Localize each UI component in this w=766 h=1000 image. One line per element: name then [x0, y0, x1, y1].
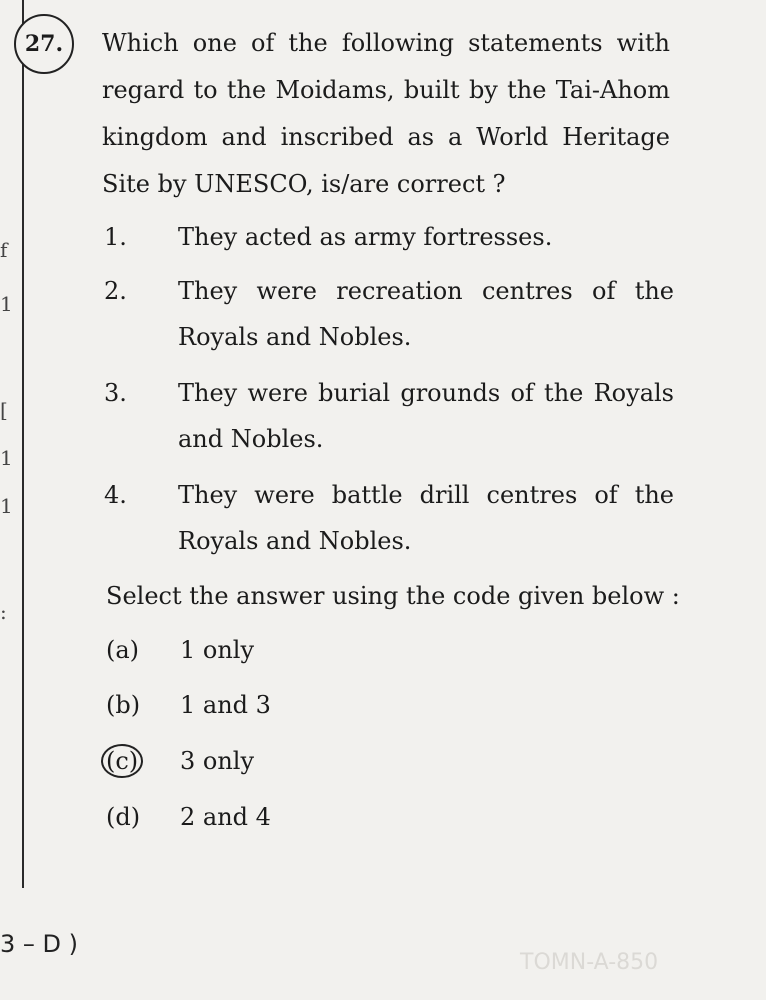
page-footer-code: 3 – D ): [0, 930, 78, 958]
margin-fragment: 1: [0, 494, 13, 518]
answer-option-a[interactable]: [106, 630, 406, 670]
option-label: (c): [106, 747, 139, 775]
margin-fragment: 1: [0, 292, 13, 316]
option-label: (d): [106, 803, 141, 831]
answer-option-c[interactable]: [106, 741, 406, 781]
question-text: Which one of the following statements with regard to the Moidams, built by the Tai-Ahom kingdom and inscribed as a World Heritage Site by UNESCO, is/are correct ?: [102, 29, 670, 198]
option-text: 1 and 3: [180, 691, 271, 719]
margin-fragment: 1: [0, 446, 13, 470]
statement-number: 3.: [104, 379, 127, 407]
statement-text: They acted as army fortresses.: [178, 223, 553, 251]
margin-fragment: [: [0, 398, 8, 422]
statement-item: [104, 370, 674, 462]
margin-rule: [22, 0, 24, 888]
option-label: (a): [106, 636, 140, 664]
statement-item: [104, 268, 674, 360]
answer-option-d[interactable]: [106, 797, 406, 837]
option-text: 2 and 4: [180, 803, 271, 831]
statement-item: [104, 472, 674, 564]
statement-item: [104, 214, 674, 260]
statement-text: They were recreation centres of the Royals and Nobles.: [178, 277, 674, 351]
statement-text: They were burial grounds of the Royals and Nobles.: [178, 379, 674, 453]
question-number: 27.: [24, 31, 64, 57]
statement-text: They were battle drill centres of the Royals and Nobles.: [178, 481, 674, 555]
question-number-circled: [14, 14, 74, 74]
statement-number: 4.: [104, 481, 127, 509]
margin-fragment: :: [0, 600, 7, 624]
option-label: (b): [106, 691, 141, 719]
option-text: 3 only: [180, 747, 255, 775]
answer-instruction: Select the answer using the code given below :: [106, 582, 680, 610]
option-text: 1 only: [180, 636, 255, 664]
statement-number: 1.: [104, 223, 127, 251]
margin-fragment: f: [0, 238, 8, 262]
statement-number: 2.: [104, 277, 127, 305]
bleed-through-text: TOMN-A-850: [520, 950, 659, 975]
answer-option-b[interactable]: [106, 685, 406, 725]
